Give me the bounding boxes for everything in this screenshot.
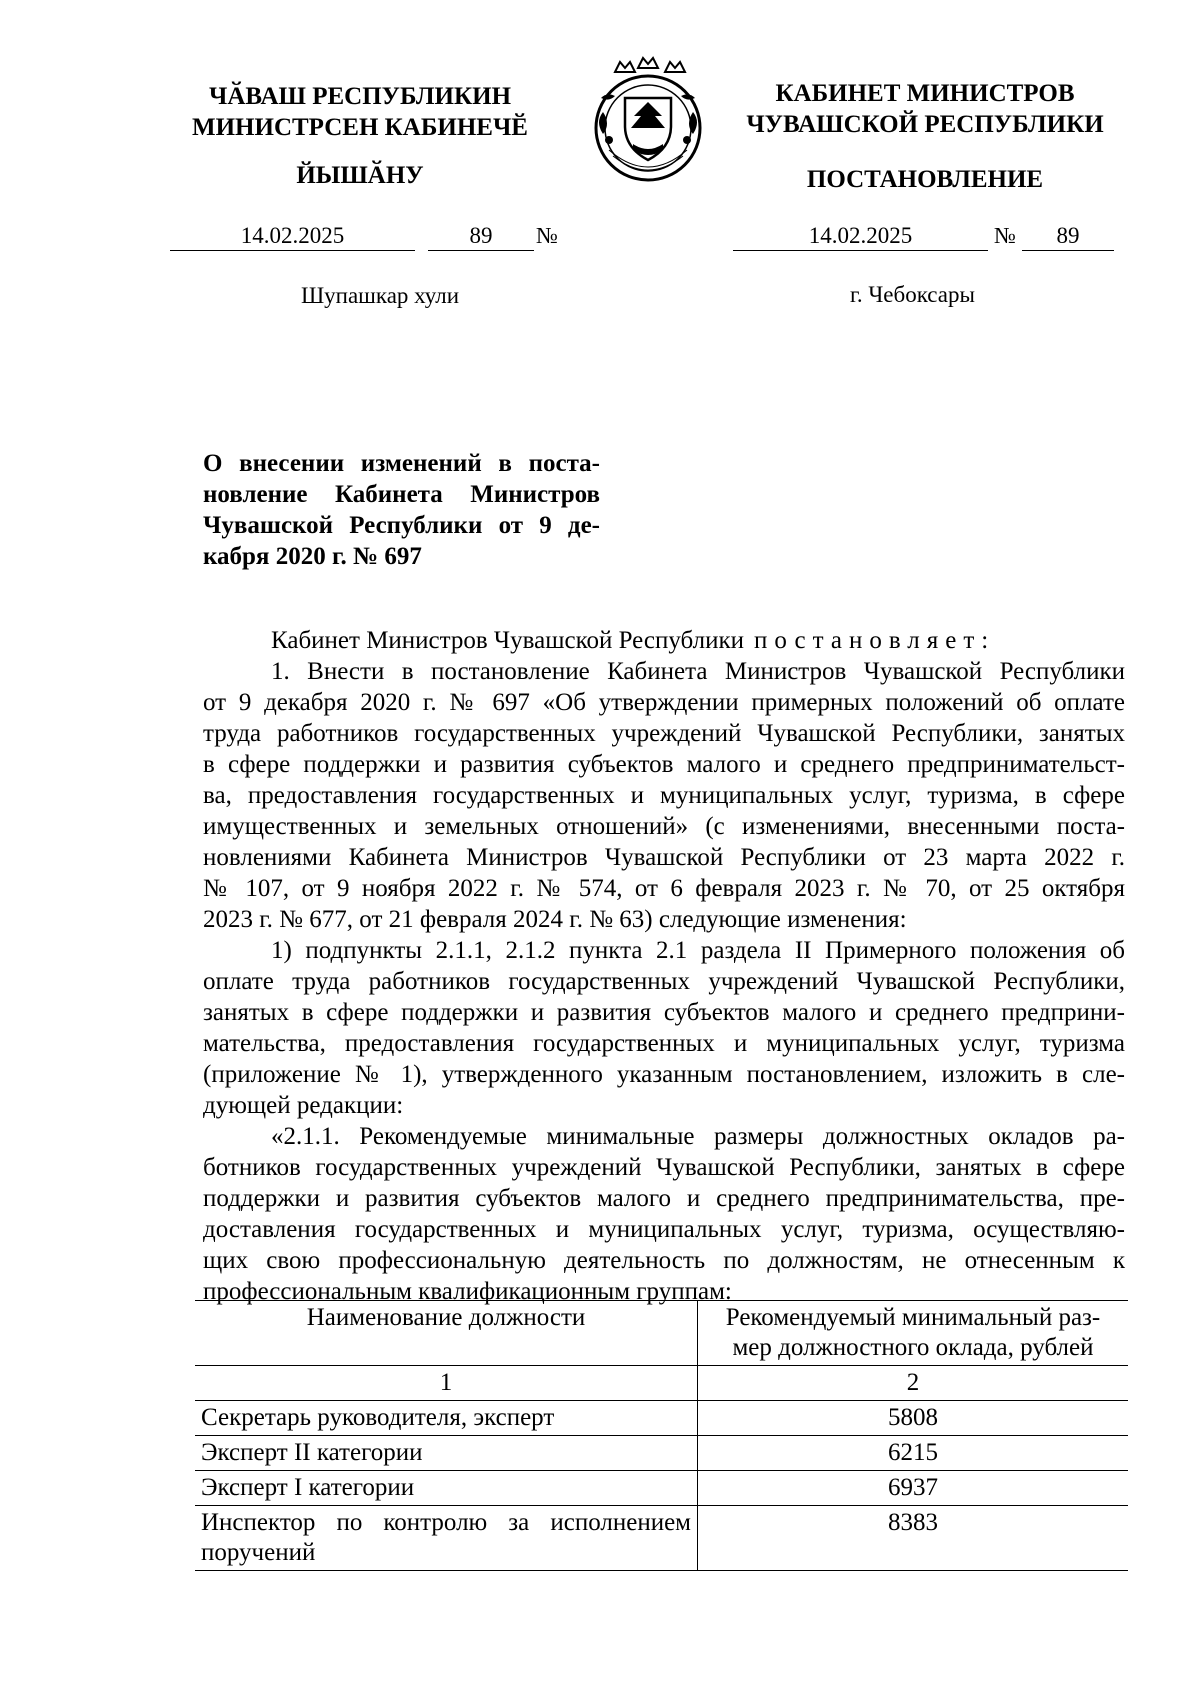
table-cell-salary: 6937: [698, 1471, 1129, 1506]
table-cell-position: [195, 1506, 698, 1571]
date-right: 14.02.2025: [733, 222, 988, 251]
place-left: Шупашкар хули: [300, 283, 460, 308]
table-cell-position: Эксперт I категории: [195, 1471, 698, 1506]
table-header-row: [195, 1301, 1128, 1366]
table-cell-position-line: Инспектор по контролю за исполнением: [201, 1509, 691, 1536]
num-sign-right: №: [994, 223, 1016, 248]
title-line: Чувашской Республики от 9 де-: [203, 512, 600, 539]
table-cell-salary: 5808: [698, 1401, 1129, 1436]
intro-spaced-word: постановляет:: [754, 627, 996, 654]
body-line: № 107, от 9 ноября 2022 г. № 574, от 6 февраля 2023 г. № 70, от 25 октября: [203, 875, 1125, 902]
number-left: 89: [428, 222, 534, 251]
num-sign-left: №: [536, 223, 558, 248]
header-right-line1: КАБИНЕТ МИНИСТРОВ: [775, 80, 1075, 107]
chuvash-coat-of-arms-icon: [573, 50, 723, 190]
document-title: [203, 448, 600, 572]
paragraph-2: [203, 935, 1125, 1121]
body-line: новлениями Кабинета Министров Чувашской Республики от 23 марта 2022 г.: [203, 844, 1125, 871]
table-row: [195, 1401, 1128, 1436]
table-row: [195, 1436, 1128, 1471]
date-left: 14.02.2025: [170, 222, 415, 251]
table-header-cell: [698, 1301, 1129, 1366]
body-line: щих свою профессиональную деятельность по должностям, не отнесенным к: [203, 1247, 1125, 1274]
table-cell: 1: [195, 1366, 698, 1401]
body-line: «2.1.1. Рекомендуемые минимальные размеры должностных окладов ра-: [271, 1123, 1125, 1150]
header-right-doc-type: ПОСТАНОВЛЕНИЕ: [806, 166, 1044, 193]
table-cell-position: Секретарь руководителя, эксперт: [195, 1401, 698, 1436]
body-line: 1. Внести в постановление Кабинета Министров Чувашской Республики: [271, 658, 1125, 685]
body-line: поддержки и развития субъектов малого и среднего предпринимательства, пре-: [203, 1185, 1125, 1212]
table-row: [195, 1471, 1128, 1506]
body-line: от 9 декабря 2020 г. № 697 «Об утверждении примерных положений об оплате: [203, 689, 1125, 716]
body-line: профессиональным квалификационным группам:: [203, 1278, 732, 1305]
body-line: 2023 г. № 677, от 21 февраля 2024 г. № 63) следующие изменения:: [203, 906, 907, 933]
body-line: имущественных и земельных отношений» (с изменениями, внесенными поста-: [203, 813, 1125, 840]
table-numbering-row: [195, 1366, 1128, 1401]
body-line: (приложение № 1), утвержденного указанным постановлением, изложить в сле-: [203, 1061, 1125, 1088]
table-cell-salary: 6215: [698, 1436, 1129, 1471]
paragraph-3: [203, 1121, 1125, 1307]
table-cell-position-line: поручений: [201, 1539, 316, 1566]
body-line: занятых в сфере поддержки и развития субъектов малого и среднего предприни-: [203, 999, 1125, 1026]
header-left-line2: МИНИСТРСЕН КАБИНЕЧӖ: [192, 114, 528, 141]
body-line: дующей редакции:: [203, 1092, 404, 1119]
salary-table: [195, 1300, 1128, 1571]
table-cell: 2: [698, 1366, 1129, 1401]
intro-prefix: Кабинет Министров Чувашской Республики: [271, 627, 745, 654]
header-left-org: [160, 81, 560, 143]
table-header-col2-line: мер должностного оклада, рублей: [732, 1334, 1094, 1361]
document-body: [203, 625, 1125, 1307]
body-line: ва, предоставления государственных и муниципальных услуг, туризма, в сфере: [203, 782, 1125, 809]
body-line: 1) подпункты 2.1.1, 2.1.2 пункта 2.1 раздела II Примерного положения об: [271, 937, 1125, 964]
body-line: ботников государственных учреждений Чувашской Республики, занятых в сфере: [203, 1154, 1125, 1181]
header-right-org: [720, 78, 1130, 140]
paragraph-1: [203, 656, 1125, 935]
body-line: мательства, предоставления государственных и муниципальных услуг, туризма: [203, 1030, 1125, 1057]
header-right-line2: ЧУВАШСКОЙ РЕСПУБЛИКИ: [746, 111, 1104, 138]
header-left-line1: ЧӐВАШ РЕСПУБЛИКИН: [208, 83, 512, 110]
body-line: доставления государственных и муниципальных услуг, туризма, осуществляю-: [203, 1216, 1125, 1243]
body-line: оплате труда работников государственных учреждений Чувашской Республики,: [203, 968, 1125, 995]
place-right: г. Чебоксары: [850, 282, 975, 307]
table-header-cell: Наименование должности: [195, 1301, 698, 1366]
table-header-col2-line: Рекомендуемый минимальный раз-: [725, 1304, 1101, 1331]
table-cell-salary: 8383: [698, 1506, 1129, 1571]
intro-paragraph: [203, 625, 1125, 656]
title-line: О внесении изменений в поста-: [203, 450, 600, 477]
title-line: новление Кабинета Министров: [203, 481, 600, 508]
body-line: труда работников государственных учреждений Чувашской Республики, занятых: [203, 720, 1125, 747]
body-line: в сфере поддержки и развития субъектов малого и среднего предпринимательст-: [203, 751, 1125, 778]
header-left-doc-type: ЙЫШӐНУ: [296, 162, 424, 189]
title-line: кабря 2020 г. № 697: [203, 543, 422, 570]
number-right: 89: [1022, 222, 1114, 251]
table-cell-position: Эксперт II категории: [195, 1436, 698, 1471]
table-row: [195, 1506, 1128, 1571]
